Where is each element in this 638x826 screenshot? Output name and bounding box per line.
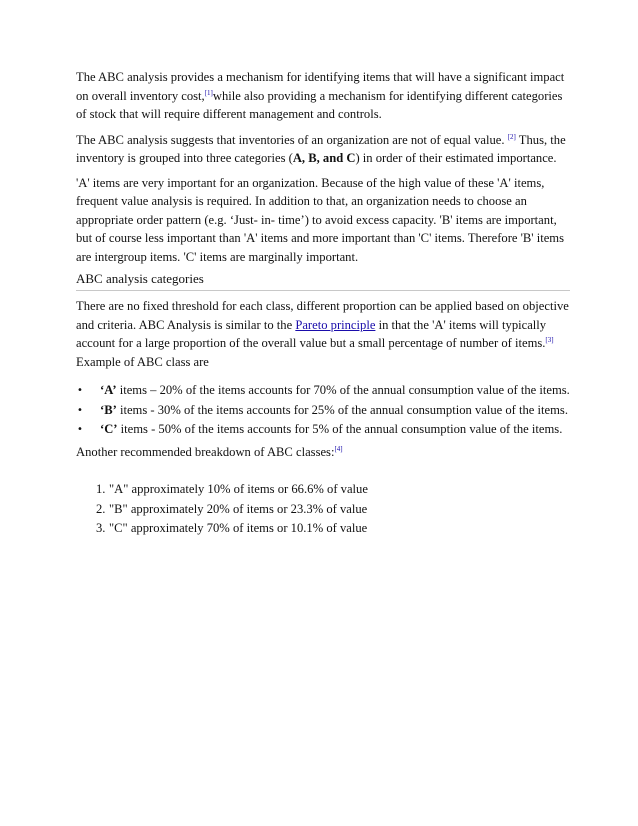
breakdown-item-1 bbox=[76, 480, 570, 500]
class-text-c: items - 50% of the items accounts for 5% of the annual consumption value of the items. bbox=[117, 422, 563, 436]
citation-3-link[interactable]: [3] bbox=[545, 336, 554, 344]
bullet-icon: • bbox=[77, 385, 83, 396]
item-number: 3. bbox=[96, 521, 106, 535]
section-paragraph bbox=[76, 297, 570, 353]
citation-4-link[interactable]: [4] bbox=[334, 444, 343, 453]
breakdown-item-3 bbox=[76, 519, 570, 539]
item-number: 1. bbox=[96, 482, 106, 496]
intro-paragraph-3: 'A' items are very important for an organization. Because of the high value of these 'A' items, frequent value analysis is required. In addition to that, an organization needs to choose an appropriate order pattern (e.g. ‘Just- in- time’) to avoid excess capacity. 'B' items are important, but of course less important than 'A' items and more important than 'C' items. Therefore 'B' items are intergroup items. 'C' items are marginally important. bbox=[76, 175, 564, 264]
breakdown-text-1: "A" approximately 10% of items or 66.6% of value bbox=[109, 482, 368, 496]
intro-p1-text-cont: while also providing a mechanism for identifying different categories of stock that will require different management and controls. bbox=[76, 88, 563, 121]
citation-1-link[interactable]: [1] bbox=[204, 88, 213, 97]
class-text-b: items - 30% of the items accounts for 25% of the annual consumption value of the items. bbox=[116, 402, 568, 417]
section-p1-text: There are no fixed threshold for each class, different proportion can be applied based on objective and criteria. ABC Analysis is similar to the bbox=[76, 299, 569, 332]
example-line: Example of ABC class are bbox=[76, 354, 209, 369]
class-label-c: ‘C’ bbox=[100, 422, 118, 436]
document-page bbox=[76, 68, 570, 539]
bullet-icon: • bbox=[77, 424, 83, 435]
section-heading: ABC analysis categories bbox=[76, 270, 570, 291]
intro-p2-text-end: ) in order of their estimated importance. bbox=[355, 151, 557, 165]
intro-p1-text: The ABC analysis provides a mechanism for identifying items that will have a significant impact on overall inventory cost, bbox=[76, 70, 565, 103]
section-p1-text-cont: in that the 'A' items will typically account for a large proportion of the overall value but a small percentage of number of items. bbox=[76, 317, 547, 350]
abc-class-list bbox=[76, 381, 570, 440]
list-item-b bbox=[76, 401, 570, 421]
bullet-icon: • bbox=[77, 404, 83, 416]
citation-2-link[interactable]: [2] bbox=[507, 132, 516, 141]
intro-p2-text-mid: Thus, the inventory is grouped into three categories ( bbox=[76, 132, 566, 165]
breakdown-text-3: "C" approximately 70% of items or 10.1% of value bbox=[109, 521, 368, 535]
class-text-a: items – 20% of the items accounts for 70% of the annual consumption value of the items. bbox=[116, 383, 570, 397]
breakdown-list bbox=[76, 480, 570, 539]
another-text: Another recommended breakdown of ABC classes: bbox=[76, 444, 335, 459]
intro-paragraph-1 bbox=[76, 68, 570, 124]
class-label-a: ‘A’ bbox=[100, 383, 117, 397]
breakdown-item-2 bbox=[76, 500, 570, 520]
intro-paragraph-2 bbox=[76, 131, 570, 168]
intro-p2-text: The ABC analysis suggests that inventories of an organization are not of equal value. bbox=[76, 132, 508, 147]
list-item-c bbox=[76, 420, 570, 440]
pareto-principle-link[interactable]: Pareto principle bbox=[295, 317, 376, 332]
item-number: 2. bbox=[96, 501, 106, 516]
class-label-b: ‘B’ bbox=[100, 402, 117, 417]
another-breakdown-line bbox=[76, 443, 570, 462]
breakdown-text-2: "B" approximately 20% of items or 23.3% of value bbox=[109, 501, 368, 516]
categories-bold: A, B, and C bbox=[292, 151, 356, 165]
list-item-a bbox=[76, 381, 570, 401]
